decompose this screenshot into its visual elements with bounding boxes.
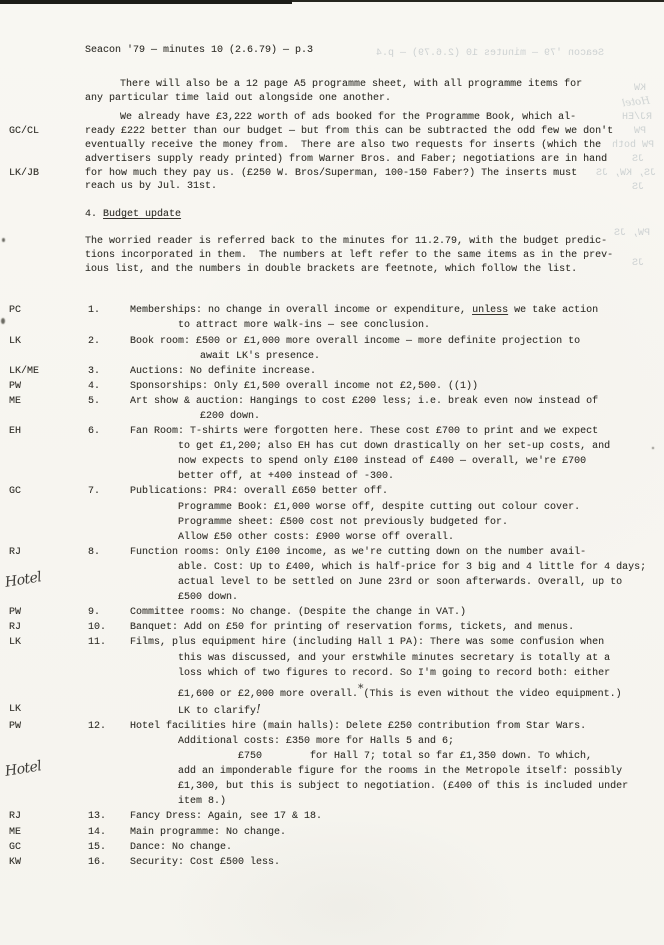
text-line <box>0 702 664 719</box>
text-line <box>0 409 664 424</box>
typed-text: Security: Cost £500 less. <box>130 856 281 868</box>
margin-initials: PC <box>9 305 22 317</box>
typed-text: actual level to be settled on June 23rd or soon afterwards. Overall, up to <box>178 577 623 589</box>
typed-text: Function rooms: Only £100 income, as we're cutting down on the number avail- <box>130 546 587 558</box>
margin-initials: ME <box>9 826 22 838</box>
typed-text: £1,300, but this is subject to negotiation. (£400 of this is included under <box>178 781 629 793</box>
text-line <box>0 500 664 515</box>
text-line <box>0 349 664 364</box>
text-line <box>0 545 664 560</box>
typed-text: Programme Book: £1,000 worse off, despite cutting out colour cover. <box>178 501 581 513</box>
typed-text: £200 down. <box>200 411 261 423</box>
item-number: 14. <box>88 826 107 838</box>
ghost-text: PW, JS <box>613 228 650 239</box>
text-line <box>0 249 664 263</box>
text-line <box>0 569 664 591</box>
paragraph <box>0 208 664 222</box>
budget-item <box>0 379 664 394</box>
ghost-text: PW both <box>611 140 654 151</box>
typed-text: add an imponderable figure for the rooms in the Metropole itself: possibly <box>178 766 623 778</box>
text-line <box>0 840 664 855</box>
text-line <box>0 125 664 139</box>
budget-item <box>0 840 664 855</box>
text-line <box>0 454 664 469</box>
handwritten-mark: ! <box>256 701 261 716</box>
typed-text: we take action <box>508 305 599 317</box>
handwritten-note: Hotel <box>3 758 43 780</box>
typed-text: Films, plus equipment hire (including Hall 1 PA): There was some confusion when <box>130 637 605 649</box>
text-line <box>0 78 664 92</box>
typed-text: Sponsorships: Only £1,500 overall income not £2,500. ((1)) <box>130 380 479 392</box>
budget-item-list <box>0 303 664 869</box>
text-line <box>0 855 664 870</box>
typed-text: Allow £50 other costs: £900 worse off overall. <box>178 531 455 543</box>
typed-text: ready £222 better than our budget — but from this can be subtracted the odd few we don't <box>85 126 614 138</box>
text-line <box>0 180 664 194</box>
typed-text: able. Cost: Up to £400, which is half-price for 3 big and 4 little for 4 days; <box>178 561 647 573</box>
item-number: 2. <box>88 335 101 347</box>
budget-item <box>0 484 664 544</box>
typed-text: (This is even without the video equipment.) <box>363 688 622 700</box>
item-number: 13. <box>88 811 107 823</box>
text-line <box>0 560 664 575</box>
typed-text: Art show & auction: Hangings to cost £200 less; i.e. break even now instead of <box>130 395 599 407</box>
text-line <box>0 666 664 681</box>
scan-edge-artifact <box>0 0 292 4</box>
text-line <box>0 681 664 702</box>
typed-text: £750 for Hall 7; total so far £1,350 down. To which, <box>238 751 593 763</box>
typed-text: Programme sheet: £500 cost not previously budgeted for. <box>178 516 509 528</box>
item-number: 5. <box>88 395 101 407</box>
item-number: 15. <box>88 841 107 853</box>
ghost-text: JS <box>631 182 644 193</box>
budget-item <box>0 620 664 635</box>
typed-text: Fancy Dress: Again, see 17 & 18. <box>130 811 323 823</box>
budget-item <box>0 809 664 824</box>
typed-text: Additional costs: £350 more for Halls 5 and 6; <box>178 735 455 747</box>
margin-initials: GC <box>9 841 22 853</box>
ghost-text: JS, KW, JS <box>595 168 656 179</box>
text-line <box>0 139 664 153</box>
typed-text: Auctions: No definite increase. <box>130 365 317 377</box>
text-line <box>0 111 664 125</box>
paragraph <box>0 111 664 194</box>
text-line <box>0 469 664 484</box>
typed-text: Book room: £500 or £1,000 more overall income — more definite projection to <box>130 335 581 347</box>
typed-text: Memberships: no change in overall income or expenditure, <box>130 305 473 317</box>
ghost-text: JS <box>631 154 644 165</box>
budget-item <box>0 303 664 333</box>
text-line <box>0 303 664 318</box>
margin-initials: PW <box>9 720 22 732</box>
item-number: 11. <box>88 637 107 649</box>
text-line <box>0 379 664 394</box>
text-line <box>0 651 664 666</box>
item-number: 7. <box>88 486 101 498</box>
margin-initials: PW <box>9 380 22 392</box>
typed-text: now expects to spend only £100 instead of £400 — overall, we're £700 <box>178 456 587 468</box>
budget-item <box>0 334 664 364</box>
text-line <box>0 439 664 454</box>
typed-text: Dance: No change. <box>130 841 233 853</box>
ghost-text: RJ/EH <box>621 112 652 123</box>
margin-initials: PW <box>9 607 22 619</box>
margin-initials: LK/JB <box>9 167 40 179</box>
typed-text: item 8.) <box>178 796 227 808</box>
item-number: 9. <box>88 607 101 619</box>
budget-item <box>0 394 664 424</box>
item-number: 1. <box>88 305 101 317</box>
typed-text: tions incorporated in them. The numbers at left refer to the same items as in the prev- <box>85 249 614 261</box>
margin-initials: RJ <box>9 622 22 634</box>
budget-item <box>0 855 664 870</box>
text-line <box>0 364 664 379</box>
page-title: Seacon '79 — minutes 10 (2.6.79) — p.3 <box>85 45 314 56</box>
margin-initials: EH <box>9 426 22 438</box>
budget-item <box>0 424 664 484</box>
text-line <box>0 424 664 439</box>
typed-text: 4. <box>85 209 104 221</box>
handwritten-note: Hotel <box>3 569 43 591</box>
typed-text: Banquet: Add on £50 for printing of reservation forms, tickets, and menus. <box>130 622 575 634</box>
margin-initials: GC/CL <box>9 126 40 138</box>
text-line <box>0 749 664 764</box>
handwritten-mark: * <box>358 681 364 695</box>
typed-text: to get £1,200; also EH has cut down drastically on her set-up costs, and <box>178 441 611 453</box>
text-line <box>0 263 664 277</box>
typed-text: £500 down. <box>178 592 239 604</box>
text-line <box>0 719 664 734</box>
typed-text: better off, at +400 instead of -300. <box>178 471 395 483</box>
text-line <box>0 605 664 620</box>
text-line <box>0 515 664 530</box>
item-number: 6. <box>88 426 101 438</box>
text-line <box>0 635 664 650</box>
ghost-text: JS <box>631 258 644 269</box>
margin-initials: LK <box>9 637 22 649</box>
margin-initials: LK <box>9 703 22 715</box>
typed-text: any particular time laid out alongside one another. <box>85 92 392 104</box>
typed-text: eventually receive the money from. There are also two requests for inserts (which the <box>85 139 602 151</box>
text-line <box>0 334 664 349</box>
typed-text: LK to clarify <box>178 705 257 717</box>
text-line <box>0 208 664 222</box>
text-line <box>0 825 664 840</box>
budget-item <box>0 719 664 810</box>
margin-initials: ME <box>9 395 22 407</box>
paragraph <box>0 235 664 276</box>
typed-text: reach us by Jul. 31st. <box>85 181 218 193</box>
typed-text: to attract more walk-ins — see conclusion. <box>178 320 431 332</box>
margin-initials: RJ <box>9 811 22 823</box>
typed-text: Committee rooms: No change. (Despite the change in VAT.) <box>130 607 467 619</box>
typed-text: There will also be a 12 page A5 programme sheet, with all programme items for <box>120 78 583 90</box>
typed-text: We already have £3,222 worth of ads booked for the Programme Book, which al- <box>120 112 577 124</box>
text-line <box>0 779 664 794</box>
text-line <box>0 235 664 249</box>
typed-text: advertisers supply ready printed) from Warner Bros. and Faber; negotiations are in hand <box>85 153 608 165</box>
item-number: 10. <box>88 622 107 634</box>
text-line <box>0 734 664 749</box>
paragraph <box>0 78 664 106</box>
item-number: 16. <box>88 856 107 868</box>
typed-text: Main programme: No change. <box>130 826 287 838</box>
text-line <box>0 809 664 824</box>
text-line <box>0 484 664 499</box>
typed-text: The worried reader is referred back to the minutes for 11.2.79, with the budget predic- <box>85 235 608 247</box>
item-number: 3. <box>88 365 101 377</box>
text-line <box>0 794 664 809</box>
budget-item <box>0 635 664 718</box>
text-line <box>0 318 664 333</box>
text-line <box>0 620 664 635</box>
typed-text: Publications: PR4: overall £650 better off. <box>130 486 389 498</box>
ghost-text: PW <box>633 126 646 137</box>
item-number: 8. <box>88 546 101 558</box>
text-line <box>0 153 664 167</box>
underlined-text: unless <box>472 305 509 317</box>
typed-text: await LK's presence. <box>200 350 321 362</box>
budget-item <box>0 605 664 620</box>
margin-initials: LK/ME <box>9 365 40 377</box>
typed-text: Hotel facilities hire (main halls): Delete £250 contribution from Star Wars. <box>130 720 587 732</box>
budget-item <box>0 364 664 379</box>
text-line <box>0 394 664 409</box>
text-line <box>0 530 664 545</box>
underlined-text: Budget update <box>103 209 182 221</box>
ghost-text: Hotel <box>621 95 651 110</box>
text-line <box>0 758 664 780</box>
margin-initials: KW <box>9 856 22 868</box>
typed-text: for how much they pay us. (£250 W. Bros/Superman, 100-150 Faber?) The inserts must <box>85 167 578 179</box>
ghost-text: Seacon '79 — minutes 10 (2.6.79) — p.4 <box>375 48 604 59</box>
typed-text: Fan Room: T-shirts were forgotten here. These cost £700 to print and we expect <box>130 426 599 438</box>
text-line <box>0 590 664 605</box>
budget-item <box>0 545 664 605</box>
text-line <box>0 167 664 181</box>
typed-text: loss which of two figures to record. So I'm going to record both: either <box>178 667 611 679</box>
item-number: 12. <box>88 720 107 732</box>
doc-content <box>0 44 664 870</box>
text-line <box>0 92 664 106</box>
budget-item <box>0 825 664 840</box>
typed-text: £1,600 or £2,000 more overall. <box>178 688 359 700</box>
margin-initials: GC <box>9 486 22 498</box>
item-number: 4. <box>88 380 101 392</box>
ghost-text: KW <box>633 83 646 94</box>
typed-text: this was discussed, and your erstwhile minutes secretary is totally at a <box>178 652 611 664</box>
margin-initials: RJ <box>9 546 22 558</box>
margin-initials: LK <box>9 335 22 347</box>
typed-text: ious list, and the numbers in double brackets are feetnote, which follow the list. <box>85 263 578 275</box>
